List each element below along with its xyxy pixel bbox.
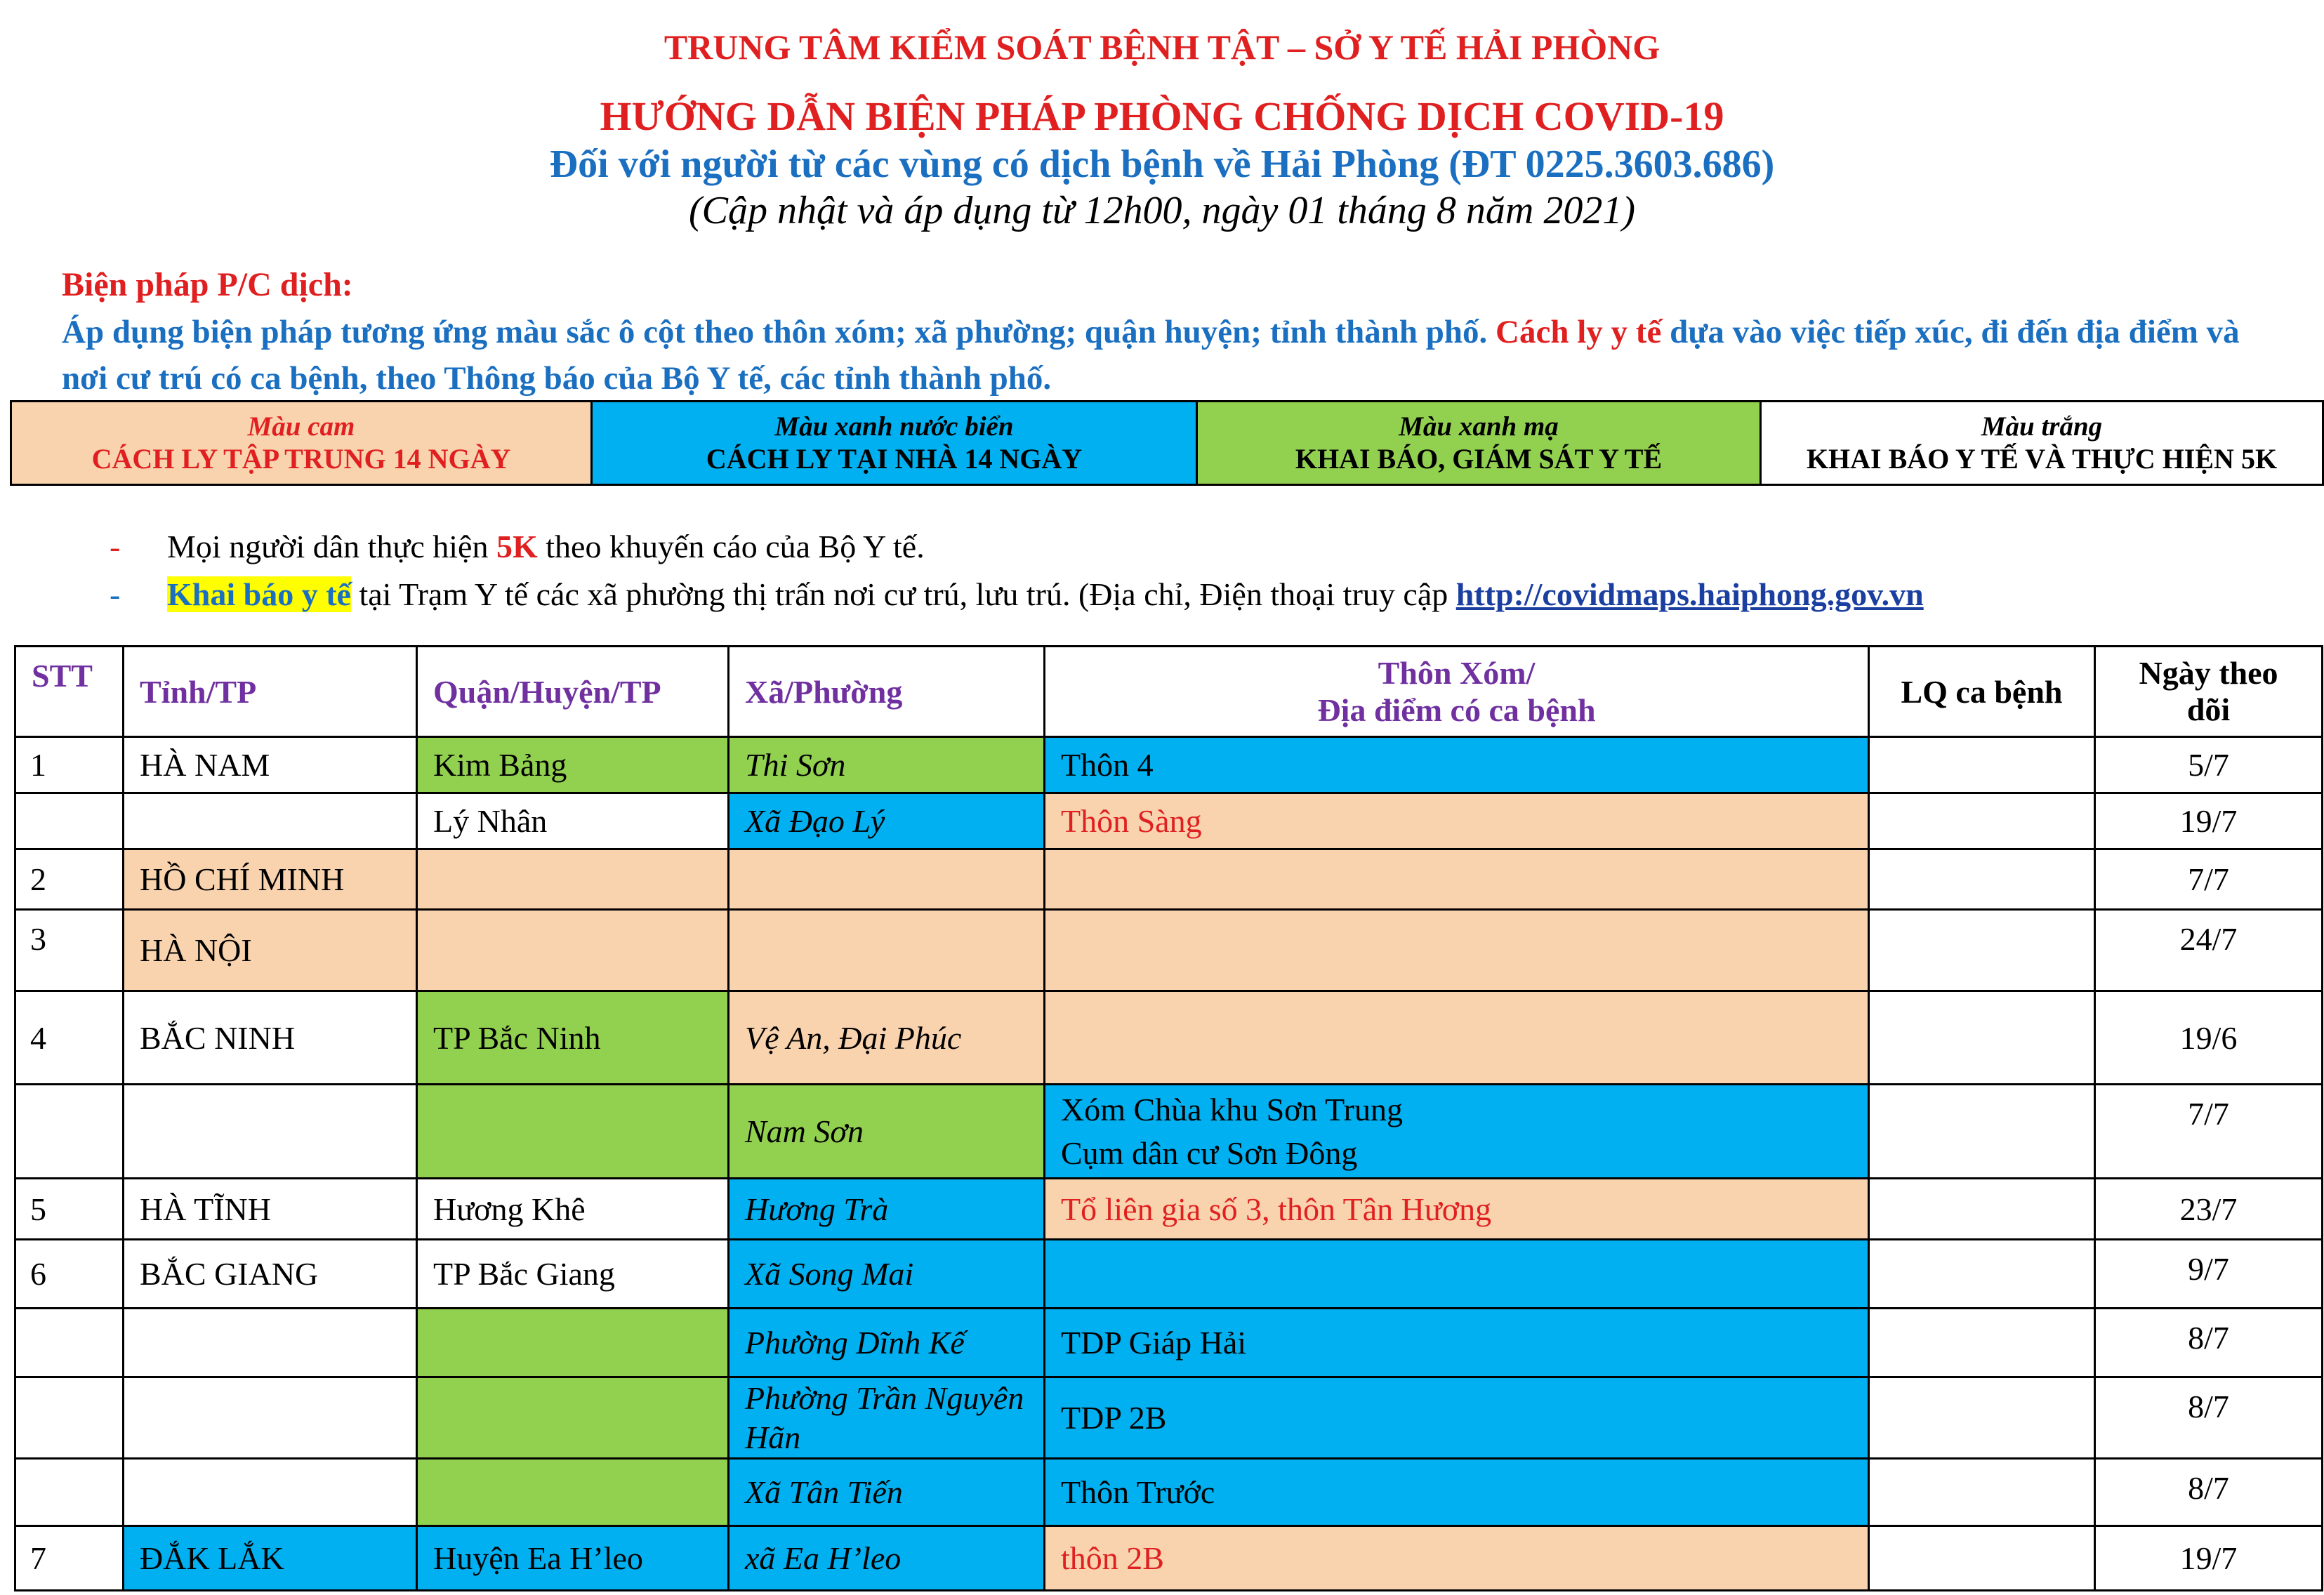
- cell-contact: [1869, 793, 2095, 849]
- table-row: [15, 1309, 2323, 1377]
- cell-province: ĐẮK LẮK: [124, 1526, 417, 1591]
- cell-date: 7/7: [2095, 849, 2323, 910]
- update-date-note: (Cập nhật và áp dụng từ 12h00, ngày 01 tháng 8 năm 2021): [688, 189, 1636, 232]
- cell-date: 19/7: [2095, 1526, 2323, 1591]
- cell-province: HÀ TĨNH: [124, 1179, 417, 1240]
- cell-village: [1045, 1526, 1869, 1591]
- cell-district: [417, 910, 729, 991]
- measures-label: Biện pháp P/C dịch:: [62, 266, 353, 303]
- table-row: [15, 991, 2323, 1085]
- legend-orange: [12, 402, 593, 484]
- cell-contact: [1869, 1309, 2095, 1377]
- cell-ward: Xã Đạo Lý: [729, 793, 1045, 849]
- covidmaps-link[interactable]: http://covidmaps.haiphong.gov.vn: [1455, 576, 1924, 612]
- measures-text-part: Áp dụng biện pháp tương ứng màu sắc ô cột theo thôn xóm; xã phường; quận huyện; tỉnh thành phố.: [62, 314, 1496, 350]
- cell-district: [417, 1377, 729, 1459]
- color-legend: [10, 400, 2324, 486]
- cell-province: HÀ NAM: [124, 737, 417, 793]
- cell-date: 9/7: [2095, 1240, 2323, 1309]
- cell-contact: [1869, 1377, 2095, 1459]
- cell-stt: [15, 1459, 124, 1526]
- cell-province: [124, 1459, 417, 1526]
- legend-measure-text: CÁCH LY TẠI NHÀ 14 NGÀY: [706, 443, 1083, 475]
- cell-stt: [15, 1309, 124, 1377]
- cell-date: 24/7: [2095, 910, 2323, 991]
- cell-province: [124, 1309, 417, 1377]
- header-stt: STT: [15, 647, 124, 737]
- bullet-text-part: tại Trạm Y tế các xã phường thị trấn nơi cư trú, lưu trú. (Địa chỉ, Điện thoại truy cập: [350, 576, 1456, 612]
- cell-date: 19/7: [2095, 793, 2323, 849]
- cell-ward: [729, 910, 1045, 991]
- cell-ward: Phường Trần Nguyên Hãn: [729, 1377, 1045, 1459]
- cell-ward: Thi Sơn: [729, 737, 1045, 793]
- bullet-text-part: Mọi người dân thực hiện: [167, 529, 496, 564]
- cell-date: 5/7: [2095, 737, 2323, 793]
- header-ward: Xã/Phường: [729, 647, 1045, 737]
- cell-province: BẮC NINH: [124, 991, 417, 1085]
- cell-date: 19/6: [2095, 991, 2323, 1085]
- table-row: [15, 910, 2323, 991]
- document-subtitle: Đối với người từ các vùng có dịch bệnh về Hải Phòng (ĐT 0225.3603.686): [549, 143, 1775, 186]
- measures-highlight-text: Cách ly y tế: [1496, 314, 1662, 350]
- header-village: [1045, 647, 1869, 737]
- cell-ward: Hương Trà: [729, 1179, 1045, 1240]
- bullet-text: [167, 576, 1924, 613]
- cell-province: [124, 1377, 417, 1459]
- table-row: [15, 1085, 2323, 1179]
- village-line: Xóm Chùa khu Sơn Trung: [1061, 1091, 1403, 1127]
- cell-stt: 5: [15, 1179, 124, 1240]
- legend-color-name: Màu xanh mạ: [1399, 411, 1559, 442]
- bullet-text-part: theo khuyến cáo của Bộ Y tế.: [537, 529, 925, 564]
- cell-province: [124, 793, 417, 849]
- cell-district: [417, 1459, 729, 1526]
- village-line: Cụm dân cư Sơn Đông: [1061, 1134, 1358, 1171]
- cell-district: [417, 1309, 729, 1377]
- cell-date: 23/7: [2095, 1179, 2323, 1240]
- cell-village: [1045, 1459, 1869, 1526]
- cell-stt: 3: [15, 910, 124, 991]
- cell-district: [417, 849, 729, 910]
- cell-stt: [15, 793, 124, 849]
- cell-ward: [729, 849, 1045, 910]
- cell-stt: 1: [15, 737, 124, 793]
- table-row: [15, 1459, 2323, 1526]
- cell-province: [124, 1085, 417, 1179]
- cell-stt: 7: [15, 1526, 124, 1591]
- cell-village: [1045, 1240, 1869, 1309]
- cell-stt: [15, 1377, 124, 1459]
- legend-color-name: Màu xanh nước biển: [774, 411, 1014, 442]
- cell-ward: Phường Dĩnh Kế: [729, 1309, 1045, 1377]
- bullet-text: [167, 528, 925, 565]
- cell-ward: xã Ea H’leo: [729, 1526, 1045, 1591]
- cell-contact: [1869, 849, 2095, 910]
- cell-province: BẮC GIANG: [124, 1240, 417, 1309]
- legend-blue: [593, 402, 1198, 484]
- village-line: Thôn Sàng: [1061, 803, 1202, 839]
- village-line: thôn 2B: [1061, 1540, 1164, 1576]
- header-text: Ngày theo: [2139, 655, 2278, 691]
- cell-contact: [1869, 1240, 2095, 1309]
- cell-ward: Xã Song Mai: [729, 1240, 1045, 1309]
- bullet-highlight: Khai báo y tế: [167, 576, 351, 612]
- cell-ward: Vệ An, Đại Phúc: [729, 991, 1045, 1085]
- cell-village: [1045, 1377, 1869, 1459]
- cell-contact: [1869, 1085, 2095, 1179]
- cell-date: 7/7: [2095, 1085, 2323, 1179]
- table-row: [15, 1240, 2323, 1309]
- cell-district: Kim Bảng: [417, 737, 729, 793]
- cell-district: TP Bắc Ninh: [417, 991, 729, 1085]
- village-line: Tổ liên gia số 3, thôn Tân Hương: [1061, 1191, 1492, 1227]
- table-row: [15, 1377, 2323, 1459]
- cell-contact: [1869, 1526, 2095, 1591]
- cell-stt: 2: [15, 849, 124, 910]
- table-row: [15, 793, 2323, 849]
- cell-village: [1045, 1179, 1869, 1240]
- legend-color-name: Màu trắng: [1981, 411, 2103, 442]
- organization-title: TRUNG TÂM KIỂM SOÁT BỆNH TẬT – SỞ Y TẾ HẢI PHÒNG: [663, 27, 1661, 67]
- cell-stt: [15, 1085, 124, 1179]
- measures-text-part: dựa vào việc tiếp xúc, đi đến địa điểm và nơi cư trú có ca bệnh, theo Thông báo của Bộ Y tế, các tỉnh thành phố.: [62, 314, 2240, 397]
- cell-date: 8/7: [2095, 1377, 2323, 1459]
- cell-village: [1045, 849, 1869, 910]
- cell-village: [1045, 793, 1869, 849]
- cell-contact: [1869, 1179, 2095, 1240]
- cell-ward: Xã Tân Tiến: [729, 1459, 1045, 1526]
- cell-ward: Nam Sơn: [729, 1085, 1045, 1179]
- bullet-5k-emphasis: 5K: [496, 529, 538, 564]
- legend-measure-text: KHAI BÁO, GIÁM SÁT Y TẾ: [1295, 443, 1663, 475]
- village-line: Thôn 4: [1061, 747, 1154, 783]
- cell-date: 8/7: [2095, 1309, 2323, 1377]
- cell-contact: [1869, 910, 2095, 991]
- epidemic-area-table: [14, 645, 2323, 1591]
- cell-village: [1045, 1309, 1869, 1377]
- header-follow-date: [2095, 647, 2323, 737]
- table-row: [15, 737, 2323, 793]
- legend-measure-text: KHAI BÁO Y TẾ VÀ THỰC HIỆN 5K: [1806, 443, 2278, 475]
- cell-village: [1045, 1085, 1869, 1179]
- table-row: [15, 1526, 2323, 1591]
- bullet-dash: -: [110, 529, 121, 564]
- document-title: HƯỚNG DẪN BIỆN PHÁP PHÒNG CHỐNG DỊCH COVID-19: [600, 93, 1724, 139]
- legend-color-name: Màu cam: [247, 411, 355, 442]
- table-header-row: [15, 647, 2323, 737]
- cell-province: HÀ NỘI: [124, 910, 417, 991]
- header-text: Địa điểm có ca bệnh: [1317, 692, 1596, 728]
- cell-province: HỒ CHÍ MINH: [124, 849, 417, 910]
- cell-district: Lý Nhân: [417, 793, 729, 849]
- table-row: [15, 1179, 2323, 1240]
- legend-measure-text: CÁCH LY TẬP TRUNG 14 NGÀY: [91, 443, 511, 475]
- legend-white: [1762, 402, 2322, 484]
- village-line: Thôn Trước: [1061, 1474, 1215, 1510]
- bullet-dash: -: [110, 576, 121, 612]
- cell-stt: 4: [15, 991, 124, 1085]
- cell-stt: 6: [15, 1240, 124, 1309]
- cell-contact: [1869, 737, 2095, 793]
- header-province: Tỉnh/TP: [124, 647, 417, 737]
- cell-district: TP Bắc Giang: [417, 1240, 729, 1309]
- measures-text: [62, 309, 2280, 402]
- cell-village: [1045, 737, 1869, 793]
- cell-village: [1045, 910, 1869, 991]
- cell-district: Hương Khê: [417, 1179, 729, 1240]
- cell-village: [1045, 991, 1869, 1085]
- cell-contact: [1869, 1459, 2095, 1526]
- header-contact: LQ ca bệnh: [1869, 647, 2095, 737]
- cell-date: 8/7: [2095, 1459, 2323, 1526]
- cell-contact: [1869, 991, 2095, 1085]
- cell-district: [417, 1085, 729, 1179]
- cell-district: Huyện Ea H’leo: [417, 1526, 729, 1591]
- legend-green: [1198, 402, 1762, 484]
- village-line: TDP Giáp Hải: [1061, 1325, 1247, 1361]
- header-text: Thôn Xóm/: [1378, 655, 1536, 691]
- village-line: TDP 2B: [1061, 1400, 1167, 1436]
- header-district: Quận/Huyện/TP: [417, 647, 729, 737]
- header-text: dõi: [2186, 691, 2231, 727]
- table-row: [15, 849, 2323, 910]
